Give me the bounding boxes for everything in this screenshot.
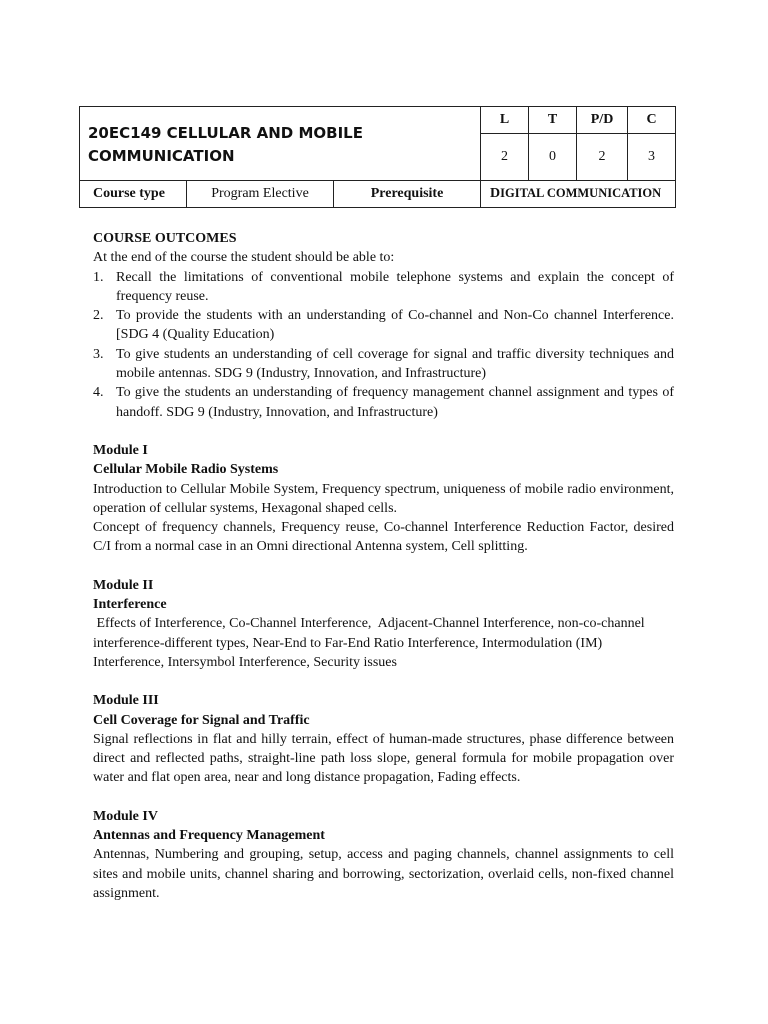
course-header-table [79, 106, 676, 208]
prerequisite-initial: D [490, 186, 501, 201]
module-title: Cell Coverage for Signal and Traffic [93, 712, 310, 728]
outcomes-heading: COURSE OUTCOMES [93, 231, 237, 246]
credit-label-l: L [481, 107, 529, 134]
course-type-label: Course type [80, 181, 187, 208]
credit-label-pd: P/D [577, 107, 628, 134]
course-title-line1: 20EC149 CELLULAR AND MOBILE [88, 123, 363, 142]
module-text: Introduction to Cellular Mobile System, Frequency spectrum, uniqueness of mobile radio environment, operation of cellular systems, Hexagonal shaped cells. [93, 481, 674, 516]
outcome-number: 1. [93, 269, 104, 285]
credit-label-c: C [628, 107, 676, 134]
outcome-text: To provide the students with an understanding of Co-channel and Non-Co channel Interference. [SDG 4 (Quality Education) [116, 308, 674, 343]
prerequisite-value [481, 181, 676, 208]
module-title: Interference [93, 597, 167, 613]
outcomes-intro: At the end of the course the student should be able to: [93, 250, 395, 266]
credit-value-t: 0 [529, 134, 577, 181]
module-text: Antennas, Numbering and grouping, setup, access and paging channels, channel assignments to cell sites and mobile units, channel sharing and borrowing, sectorization, overlaid cells, non-fixed channel assignment. [93, 847, 674, 901]
module-3 [93, 691, 674, 787]
credit-label-t: T [529, 107, 577, 134]
course-type-value: Program Elective [187, 181, 334, 208]
document-body [93, 229, 674, 903]
module-title: Cellular Mobile Radio Systems [93, 462, 279, 478]
module-text: Effects of Interference, Co-Channel Interference, Adjacent-Channel Interference, non-co-channel interference-different types, Near-End to Far-End Ratio Interference, Intermodulation (IM) Interference, Intersymbol Interference, Security issues [93, 616, 649, 670]
outcome-text: To give students an understanding of cell coverage for signal and traffic diversity techniques and mobile antennas. SDG 9 (Industry, Innovation, and Infrastructure) [116, 346, 674, 382]
module-label: Module I [93, 442, 148, 458]
outcome-item [93, 306, 674, 345]
credit-value-pd: 2 [577, 134, 628, 181]
outcome-text: Recall the limitations of conventional mobile telephone systems and explain the concept of frequency reuse. [116, 269, 674, 304]
outcome-number: 4. [93, 385, 104, 401]
module-text: Signal reflections in flat and hilly terrain, effect of human-made structures, phase difference between direct and reflected paths, straight-line path loss slope, general formula for mobile propagation over water and flat open area, near and long distance propagation, Fading effects. [93, 731, 674, 786]
module-4 [93, 807, 674, 903]
course-title [80, 107, 481, 181]
credit-value-l: 2 [481, 134, 529, 181]
credit-value-c: 3 [628, 134, 676, 181]
prerequisite-rest: IGITAL COMMUNICATION [500, 186, 662, 200]
outcome-item [93, 345, 674, 384]
module-text: Concept of frequency channels, Frequency reuse, Co-channel Interference Reduction Factor, desired C/I from a normal case in an Omni directional Antenna system, Cell splitting. [93, 520, 674, 555]
module-label: Module IV [93, 808, 158, 824]
outcome-item [93, 383, 674, 422]
outcome-number: 2. [93, 308, 104, 324]
outcome-number: 3. [93, 346, 104, 362]
module-2 [93, 576, 674, 672]
module-title: Antennas and Frequency Management [93, 828, 325, 844]
module-label: Module II [93, 577, 154, 593]
prerequisite-label: Prerequisite [334, 181, 481, 208]
outcomes-list [93, 268, 674, 422]
outcome-item [93, 268, 674, 307]
outcome-text: To give the students an understanding of frequency management channel assignment and types of handoff. SDG 9 (Industry, Innovation, and Infrastructure) [116, 385, 674, 420]
course-title-line2: COMMUNICATION [88, 146, 235, 165]
module-1 [93, 441, 674, 557]
module-label: Module III [93, 693, 159, 709]
